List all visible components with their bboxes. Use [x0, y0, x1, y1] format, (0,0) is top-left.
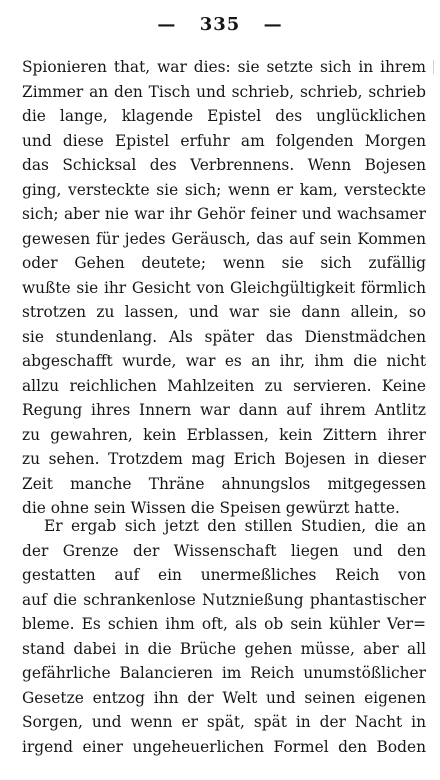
page-number: 335: [199, 14, 241, 35]
paragraph-1: [22, 55, 426, 521]
text-line: Zimmer an den Tisch und schrieb, schrieb, schrieb: [22, 82, 426, 101]
text-line: die ohne sein Wissen die Speisen gewürzt hatte.: [22, 499, 400, 517]
text-line: der Grenze der Wissenschaft liegen und den: [22, 541, 426, 560]
text-line: stand dabei in die Brüche gehen müsse, aber all: [22, 639, 426, 658]
text-line: abgeschafft wurde, war es an ihr, ihm die nicht: [22, 352, 426, 370]
text-line: oder Gehen deutete; wenn sie sich zufällig: [22, 254, 426, 272]
text-line: Regung ihres Innern war dann auf ihrem Antlitz: [22, 401, 426, 419]
text-line: zu gewahren, kein Erblassen, kein Zittern ihrer: [22, 425, 426, 444]
text-line: gewesen für jedes Geräusch, das auf sein Kommen: [22, 229, 426, 248]
page-edge-mark: [433, 60, 434, 74]
text-line: irgend einer ungeheuerlichen Formel den Boden: [22, 737, 426, 756]
text-line: Gesetze entzog ihn der Welt und seinen eigenen: [22, 688, 426, 707]
text-line: das Schicksal des Verbrennens. Wenn Bojesen: [22, 156, 426, 174]
text-line: Er ergab sich jetzt den stillen Studien, die an: [44, 517, 426, 535]
text-line: sie stundenlang. Als später das Dienstmädchen: [22, 327, 426, 346]
text-line: gefährliche Balancieren im Reich unumstößlicher: [22, 664, 426, 682]
text-line: ging, versteckte sie sich; wenn er kam, versteckte: [22, 180, 426, 199]
page-header: [0, 14, 440, 35]
header-dash-left: —: [157, 14, 177, 35]
text-line: wußte sie ihr Gesicht von Gleichgültigkeit förmlich: [22, 278, 426, 297]
text-line: allzu reichlichen Mahlzeiten zu servieren. Keine: [22, 376, 426, 395]
text-line: bleme. Es schien ihm oft, als ob sein kühler Ver=: [22, 615, 426, 633]
text-line: auf die schrankenlose Nutznießung phantastischer: [22, 590, 426, 609]
text-line: und diese Epistel erfuhr am folgenden Morgen: [22, 131, 426, 150]
text-line: sich; aber nie war ihr Gehör feiner und wachsamer: [22, 205, 426, 223]
text-line: gestatten auf ein unermeßliches Reich von: [22, 566, 426, 584]
paragraph-2: [22, 514, 426, 759]
text-line: Spionieren that, war dies: sie setzte sich in ihrem: [22, 58, 426, 76]
header-dash-right: —: [263, 14, 283, 35]
text-line: zu sehen. Trotzdem mag Erich Bojesen in dieser: [22, 450, 426, 468]
text-line: Sorgen, und wenn er spät, spät in der Nacht in: [22, 713, 426, 731]
text-line: strotzen zu lassen, und war sie dann allein, so: [22, 303, 426, 321]
text-line: die lange, klagende Epistel des unglücklichen: [22, 107, 426, 125]
text-line: Zeit manche Thräne ahnungslos mitgegessen: [22, 474, 426, 493]
